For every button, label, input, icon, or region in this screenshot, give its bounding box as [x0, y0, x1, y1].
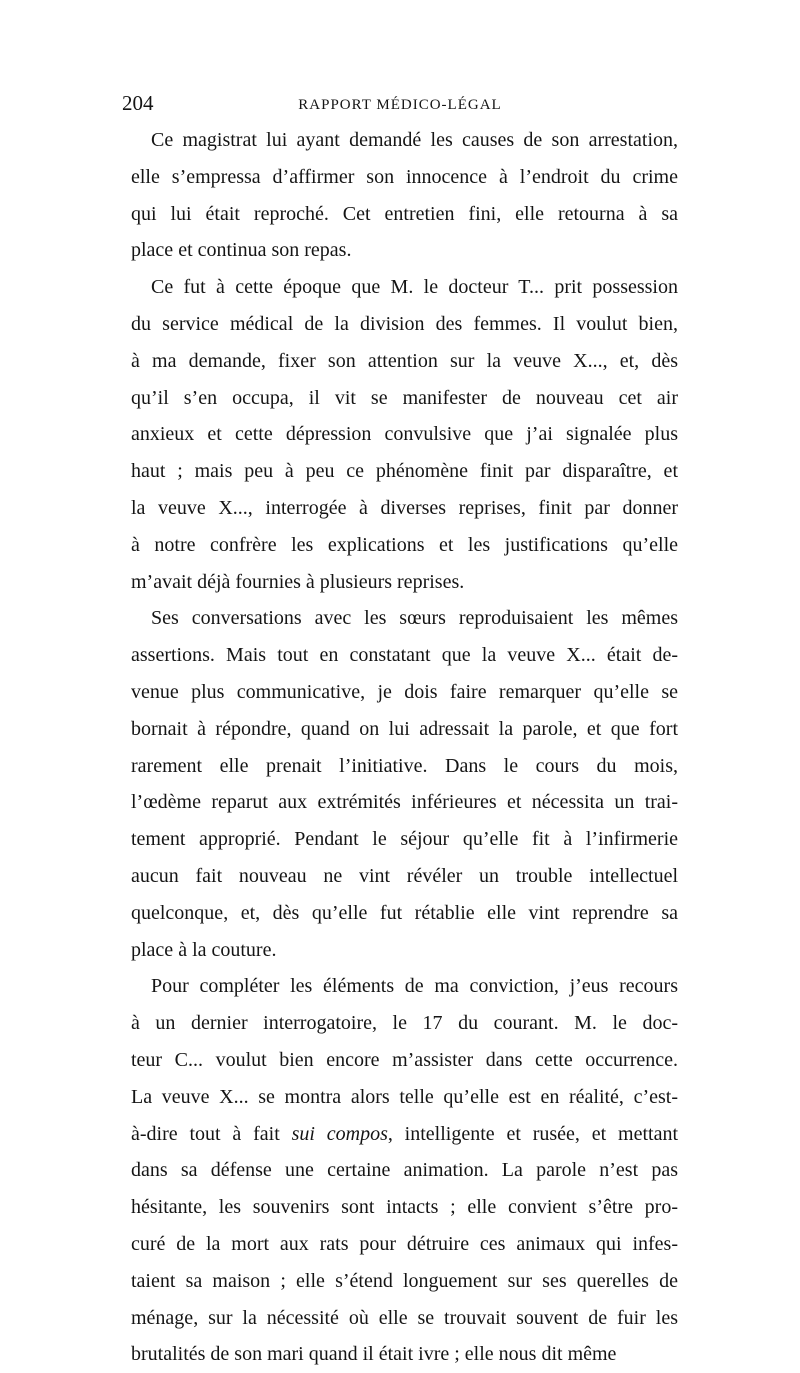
text-line: la veuve X..., interrogée à diverses reprises, finit par donner — [131, 496, 678, 519]
text-line: teur C... voulut bien encore m’assister dans cette occurrence. — [131, 1048, 678, 1071]
text-line: qu’il s’en occupa, il vit se manifester de nouveau cet air — [131, 386, 678, 409]
text-line: anxieux et cette dépression convulsive que j’ai signalée plus — [131, 423, 678, 446]
text-line: rarement elle prenait l’initiative. Dans le cours du mois, — [131, 754, 678, 777]
text-line: bornait à répondre, quand on lui adressait la parole, et que fort — [131, 717, 678, 740]
page-number: 204 — [122, 91, 154, 115]
text-line: curé de la mort aux rats pour détruire ces animaux qui infes- — [131, 1232, 678, 1255]
text-line: venue plus communicative, je dois faire remarquer qu’elle se — [131, 680, 678, 703]
text-line: dans sa défense une certaine animation. La parole n’est pas — [131, 1159, 678, 1182]
text-line: taient sa maison ; elle s’étend longuement sur ses querelles de — [131, 1269, 678, 1292]
text-line: Ce magistrat lui ayant demandé les causes de son arrestation, — [151, 129, 678, 151]
text-line: à-dire tout à fait sui compos, intelligente et rusée, et mettant — [131, 1122, 678, 1145]
running-head: RAPPORT MÉDICO-LÉGAL — [298, 97, 502, 113]
page-header — [122, 88, 678, 118]
text-line: tement approprié. Pendant le séjour qu’elle fit à l’infirmerie — [131, 828, 678, 851]
text-line: à un dernier interrogatoire, le 17 du courant. M. le doc- — [131, 1012, 678, 1035]
text-line: place à la couture. — [131, 938, 277, 961]
paragraph — [131, 269, 678, 600]
text-line: brutalités de son mari quand il était ivre ; elle nous dit même — [131, 1343, 617, 1366]
text-line: place et continua son repas. — [131, 239, 352, 262]
text-line: du service médical de la division des femmes. Il voulut bien, — [131, 312, 678, 335]
page-body-text — [131, 122, 678, 1373]
text-line: assertions. Mais tout en constatant que la veuve X... était de- — [131, 644, 678, 667]
paragraph — [131, 968, 678, 1373]
paragraph — [131, 600, 678, 968]
text-line: m’avait déjà fournies à plusieurs reprises. — [131, 570, 465, 593]
text-line: ménage, sur la nécessité où elle se trouvait souvent de fuir les — [131, 1306, 678, 1329]
paragraph — [131, 122, 678, 269]
text-line: l’œdème reparut aux extrémités inférieures et nécessita un trai- — [131, 791, 678, 814]
text-line: Pour compléter les éléments de ma conviction, j’eus recours — [151, 975, 678, 998]
text-line: hésitante, les souvenirs sont intacts ; elle convient s’être pro- — [131, 1196, 678, 1219]
text-line: qui lui était reproché. Cet entretien fini, elle retourna à sa — [131, 202, 678, 225]
text-line: quelconque, et, dès qu’elle fut rétablie elle vint reprendre sa — [131, 901, 678, 924]
text-line: La veuve X... se montra alors telle qu’elle est en réalité, c’est- — [131, 1085, 678, 1108]
text-line: haut ; mais peu à peu ce phénomène finit par disparaître, et — [131, 460, 678, 483]
text-line: Ses conversations avec les sœurs reproduisaient les mêmes — [151, 607, 678, 630]
text-line: Ce fut à cette époque que M. le docteur T... prit possession — [151, 276, 678, 299]
text-line: à notre confrère les explications et les justifications qu’elle — [131, 533, 678, 556]
text-line: aucun fait nouveau ne vint révéler un trouble intellectuel — [131, 864, 678, 887]
text-line: elle s’empressa d’affirmer son innocence à l’endroit du crime — [131, 165, 678, 188]
text-line: à ma demande, fixer son attention sur la veuve X..., et, dès — [131, 349, 678, 372]
